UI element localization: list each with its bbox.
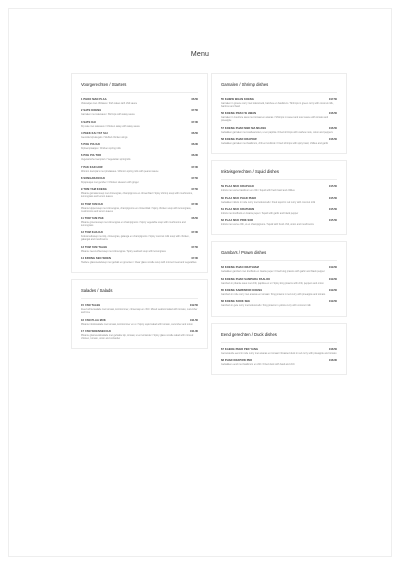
- menu-item-description: Kokosmelksoep met kip, citroengras, galanga en champignons / Spicy coconut milk soup with chicken, galangal and mushrooms: [81, 235, 190, 242]
- section-title: Inktvisgerechten / Squid dishes: [221, 169, 337, 180]
- menu-item-description: Pikante garnalensoep met citroengras, champignons en citroenblad / Spicy shrimp soup with mushrooms, lemongrass and lemon leaves: [81, 192, 193, 199]
- menu-item-price: €11.00: [190, 329, 198, 333]
- page-title: Menu: [190, 51, 210, 58]
- menu-item: [81, 330, 198, 340]
- menu-item-description: Gebakken inktvis in rode curry met kokosmelk / Fried squid in red curry with coconut milk: [221, 200, 316, 204]
- menu-section-inktvisgerechten: [211, 160, 347, 235]
- menu-item-price: €6.50: [191, 98, 198, 101]
- menu-item-price: €15.50: [329, 219, 337, 223]
- right-column: [211, 73, 347, 381]
- menu-item-name: 63 KOENG PHAO KRATHIAM: [221, 266, 259, 270]
- section-title: Eend gerechten / Duck dishes: [221, 332, 337, 343]
- menu-item-name: 67 KAENG PHED PED YANG: [221, 347, 259, 351]
- menu-item-row: [221, 197, 337, 200]
- menu-item-name: 10 TOM YAM KAI: [81, 202, 104, 206]
- section-title: Voorgerechten / Starters: [81, 82, 198, 93]
- menu-item: [81, 109, 198, 116]
- menu-item-row: [81, 304, 198, 307]
- menu-item: [221, 112, 337, 122]
- menu-item-name: 13 TOM YAM TALEE: [81, 245, 108, 249]
- menu-item-name: 11 TOM YAM PAK: [81, 217, 104, 220]
- menu-item: [81, 246, 198, 253]
- menu-item-price: €11.50: [190, 318, 198, 322]
- menu-item-description: Gamba's in pikante saus met chili, paprika en ui / Spicy king prawns with chili, peppers and onion: [221, 281, 324, 285]
- menu-item: [81, 217, 198, 227]
- menu-item-description: Pikante groentesoep met citroengras en champignons / Spicy vegetable soup with mushrooms and lemongrass: [81, 221, 186, 228]
- menu-item-price: €19.50: [329, 289, 337, 292]
- menu-item: [81, 121, 198, 128]
- menu-item-row: [221, 278, 337, 281]
- menu-item-name: 55 KHIEW WAAN KOENG: [221, 98, 255, 101]
- menu-item-description: Inktvis met verse basilicum en chili / Squid with fresh basil and chillies: [221, 189, 295, 193]
- menu-item: [221, 219, 337, 226]
- menu-item-description: Gebakken gamba's met knoflook en zwarte peper / Fried king prawns with garlic and black pepper: [221, 270, 325, 274]
- menu-item-price: €15.50: [329, 207, 337, 211]
- menu-item-price: €7.50: [191, 176, 198, 180]
- menu-item-row: [221, 300, 337, 303]
- menu-item-row: [81, 154, 198, 157]
- menu-item-description: Pikante inktvissalade met tomaat, komkommer en ui / Spicy squid salad with tomato, cucumber and onion: [81, 322, 193, 326]
- menu-item-name: 57 KOENG PHAD MED MA MUANG: [221, 126, 267, 130]
- menu-item: [221, 300, 337, 307]
- menu-item-name: 58 KOENG PHAD KRAPOW: [221, 138, 257, 142]
- menu-item-price: €19.50: [329, 266, 337, 270]
- menu-item-row: [81, 188, 198, 191]
- menu-item-description: Kiploempiaatjes / Chicken spring rolls: [81, 147, 121, 151]
- menu-item-description: Gevulde kipvleugels / Stuffed chicken wings: [81, 135, 128, 139]
- menu-item-price: €6.50: [191, 131, 198, 135]
- menu-item-row: [221, 98, 337, 101]
- menu-item-price: €16.50: [329, 112, 337, 116]
- menu-item: [81, 132, 198, 139]
- menu-item: [221, 348, 337, 355]
- menu-item-description: Garnalen in zoetzure saus met tomaat en ananas / Shrimps in sweet and sour sauce with tomato and pineapple: [221, 116, 329, 123]
- menu-item: [81, 154, 198, 161]
- menu-item-row: [221, 348, 337, 351]
- menu-item-name: 4 PEEK KAI YAT SAI: [81, 131, 108, 135]
- menu-item-price: €17.50: [329, 98, 337, 101]
- menu-item-name: 16 YAM PLAA MUK: [81, 318, 106, 322]
- menu-item-name: 8 SONGARAM KAI: [81, 176, 106, 180]
- section-title: Salades / Salads: [81, 288, 198, 299]
- menu-item-row: [81, 203, 198, 206]
- menu-item: [81, 188, 198, 198]
- menu-item-row: [81, 330, 198, 333]
- menu-item: [221, 185, 337, 192]
- menu-item-row: [81, 217, 198, 220]
- menu-item-description: Wonton loempia's met pindasaus / Wonton spring rolls with peanut sauce: [81, 169, 159, 173]
- menu-item-name: 3 SATE KAI: [81, 120, 97, 124]
- menu-item-row: [221, 127, 337, 130]
- menu-item-price: €7.50: [191, 188, 198, 192]
- menu-section-eend-gerechten: [211, 323, 347, 376]
- menu-item-name: 17 YAM WOENSEN KAI: [81, 329, 112, 333]
- menu-item-row: [221, 138, 337, 141]
- menu-item-row: [81, 143, 198, 146]
- menu-item-name: 66 KOENG SOOK SEE: [221, 300, 251, 304]
- menu-item-description: Zeevruchtensalade met tomaat, komkommer, citroensap en chili / Mixed seafood salad with tomato, cucumber and lime: [81, 308, 198, 315]
- menu-item-description: Pikante zeevruchtensoep met citroengras / Spicy seafood soup with lemongrass: [81, 249, 166, 253]
- menu-item-description: Gebakken garnalen met basilicum, chili en knoflook / Fried shrimps with spicy basil, chillies and garlic: [221, 142, 329, 146]
- menu-item-name: 68 PHAD KRAPOW PED: [221, 358, 253, 362]
- menu-item: [221, 127, 337, 134]
- menu-item-description: Pikante glasnoedelsalade met gehakte kip, tomaat, ui en koriander / Spicy glass noodle salad with minced chicken, tomato, onion and coriander: [81, 333, 194, 341]
- menu-item-row: [81, 121, 198, 124]
- menu-item-row: [81, 177, 198, 180]
- menu-item: [221, 278, 337, 285]
- menu-item: [81, 203, 198, 213]
- menu-item-price: €7.00: [191, 231, 198, 235]
- menu-item-row: [221, 359, 337, 362]
- menu-item-name: 59 PLAA MUK KRAPHAO: [221, 185, 254, 189]
- menu-item: [81, 143, 198, 150]
- menu-item: [221, 266, 337, 273]
- menu-item-price: €15.50: [329, 196, 337, 200]
- menu-item-description: Viskoekjes met chilisaus / Fish cakes with chili sauce: [81, 102, 138, 105]
- menu-section-voorgerechten: [71, 73, 208, 273]
- menu-item-name: 61 PLAA MUK KRATHIEM: [221, 207, 255, 211]
- menu-item-name: 60 PLAA MUK PHAD PHED: [221, 196, 257, 200]
- menu-item-price: €7.00: [191, 257, 198, 261]
- menu-item: [81, 319, 198, 326]
- menu-page: [8, 8, 392, 557]
- menu-item: [81, 177, 198, 184]
- menu-item-price: €6.00: [191, 154, 198, 158]
- menu-item-row: [81, 319, 198, 322]
- menu-item-description: Kipspiesjes met gember / Chicken skewers with ginger: [81, 180, 139, 184]
- menu-item-description: Geroosterde eend in rode curry met ananas en tomaat / Roasted duck in red curry with pineapple and tomato: [221, 351, 337, 355]
- menu-item-name: 12 TOM KHA KAI: [81, 231, 104, 235]
- menu-item-description: Inktvis met knoflook en zwarte peper / Squid with garlic and black pepper: [221, 211, 299, 215]
- menu-item-row: [221, 112, 337, 115]
- left-column: [71, 73, 208, 355]
- menu-item-price: €15.50: [329, 185, 337, 189]
- menu-item-row: [221, 185, 337, 188]
- menu-item-price: €7.00: [191, 165, 198, 169]
- menu-section-gamba-s: [211, 241, 347, 316]
- menu-item-price: €12.50: [190, 304, 198, 308]
- menu-item: [221, 197, 337, 204]
- menu-item-name: 62 PLAA MUK PRIK SOD: [221, 219, 254, 223]
- menu-item-description: Gamba's in rode curry met ananas en tomaat / King prawns in red curry with pineapple and tomato: [221, 293, 326, 296]
- menu-item-row: [221, 208, 337, 211]
- menu-item-name: 15 YAM TALEE: [81, 304, 101, 308]
- menu-item-row: [221, 219, 337, 222]
- menu-item-row: [81, 257, 198, 260]
- menu-item-price: €19.50: [329, 277, 337, 281]
- menu-item: [221, 138, 337, 145]
- menu-item-price: €7.00: [191, 120, 198, 124]
- menu-item-name: 56 KOENG PRAO W HWAN: [221, 112, 257, 116]
- menu-item: [221, 289, 337, 296]
- menu-section-garnalen: [211, 73, 347, 154]
- menu-item: [221, 98, 337, 108]
- menu-item-price: €7.00: [191, 202, 198, 206]
- menu-section-salades: [71, 279, 208, 349]
- menu-item-price: €18.50: [329, 347, 337, 351]
- menu-item-row: [81, 231, 198, 234]
- menu-item-row: [221, 289, 337, 292]
- menu-item-description: Garnalen met satésaus / Shrimps with satay sauce: [81, 113, 135, 117]
- menu-item-name: 1 PHOO MAN PLAA: [81, 98, 107, 101]
- menu-item-price: €19.50: [329, 300, 337, 304]
- menu-item-name: 65 KOENG SAMPAROD KOENG: [221, 289, 263, 292]
- menu-item-description: Pikante kippensoep met citroengras, champignons en citroenblad / Spicy chicken soup with lemongrass, mushrooms and lemon leaves: [81, 206, 192, 213]
- menu-item-description: Vegetarische loempia's / Vegetarian springrolls: [81, 158, 131, 162]
- menu-item-name: 14 KRONG SEO WOEN: [81, 257, 111, 261]
- menu-item-row: [81, 246, 198, 249]
- section-title: Gamba's / Prawn dishes: [221, 250, 337, 261]
- menu-item-price: €7.50: [191, 109, 198, 113]
- menu-item-row: [81, 132, 198, 135]
- menu-item-description: Kip sate met satésaus / Chicken satay with satay sauce: [81, 124, 140, 128]
- menu-item-price: €6.50: [191, 217, 198, 220]
- menu-item-price: €7.50: [191, 245, 198, 249]
- menu-item: [221, 208, 337, 215]
- menu-item: [81, 231, 198, 241]
- menu-item-row: [81, 166, 198, 169]
- menu-item-price: €16.50: [329, 138, 337, 142]
- menu-item-name: 2 SATE KOENG: [81, 109, 102, 113]
- menu-item-name: 9 TOM YAM KOENG: [81, 188, 107, 192]
- menu-item: [221, 359, 337, 366]
- menu-item: [81, 166, 198, 173]
- menu-item-description: Gebakken garnalen met cashewnoten, ui en paprika / Fried shrimps with cashew nuts, onion and peppers: [221, 130, 333, 134]
- menu-item-name: 64 KOENG PHAD SAMPHRA PAALOK: [221, 277, 271, 281]
- menu-item: [81, 257, 198, 264]
- menu-item-description: Garnalen in groene curry met kokosmelk, bamboe en basilicum / Shrimps in green curry with coconut milk, bamboo and basil: [221, 102, 334, 109]
- menu-item-row: [81, 98, 198, 101]
- menu-item-price: €6.00: [191, 143, 198, 147]
- menu-item-name: 5 POH PIA KAI: [81, 143, 101, 147]
- menu-item-price: €16.50: [329, 126, 337, 130]
- menu-item-price: €18.00: [329, 358, 337, 362]
- section-title: Garnalen / Shrimp dishes: [221, 82, 337, 93]
- menu-item-description: Gamba's in gele curry met kokosmelk / King prawns in yellow curry with coconut milk: [221, 304, 311, 308]
- menu-item-name: 6 POH PIA TOD: [81, 154, 102, 158]
- menu-item-row: [221, 266, 337, 269]
- menu-item-description: Inktvis met verse chili, ui en champignons / Squid with fresh chili, onion and mushrooms: [221, 223, 314, 227]
- menu-item: [81, 98, 198, 105]
- menu-item-row: [81, 109, 198, 112]
- menu-item-description: Heldere glasnoedelsoep met gehakt en groenten / Clear glass noodle soup with minced meat and vegetables: [81, 261, 197, 265]
- menu-item-description: Gebakken eend met basilicum en chili / Fried duck with basil and chili: [221, 362, 295, 366]
- menu-item-name: 7 PAK KAD HOR: [81, 165, 103, 169]
- menu-item: [81, 304, 198, 314]
